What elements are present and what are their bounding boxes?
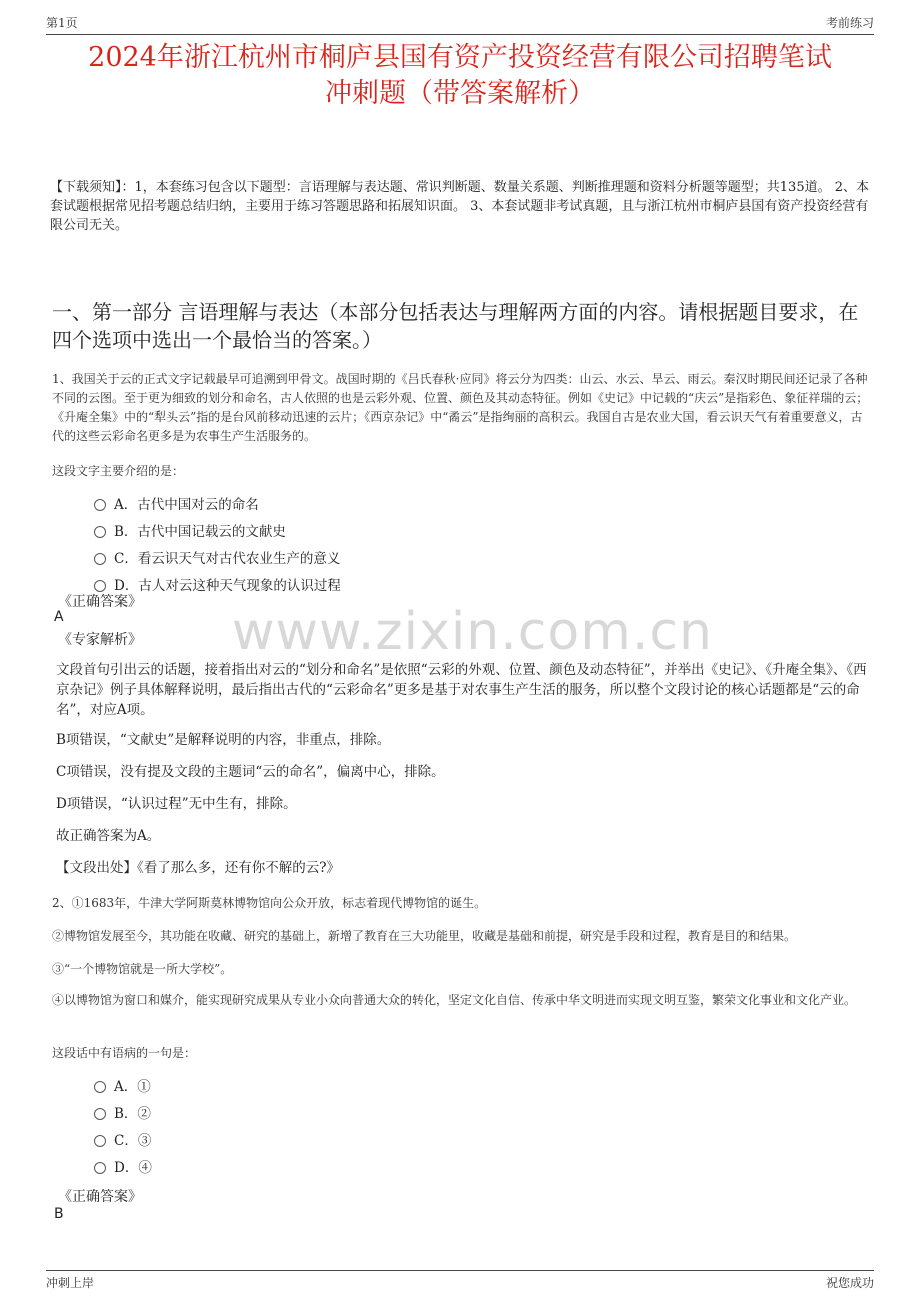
- page-header: [46, 12, 874, 35]
- q2-line-1: 2、①1683年，牛津大学阿斯莫林博物馆向公众开放，标志着现代博物馆的诞生。: [52, 896, 487, 910]
- q1-option-c[interactable]: [94, 549, 340, 569]
- q1-answer-label: 《正确答案》: [58, 594, 142, 610]
- q1-option-a[interactable]: [94, 495, 259, 515]
- q1-answer: A: [54, 609, 64, 625]
- q2-line-3: ③“一个博物馆就是一所大学校”。: [52, 962, 233, 976]
- title-line-2: 冲刺题（带答案解析）: [325, 78, 595, 109]
- radio-icon[interactable]: [94, 1135, 106, 1147]
- option-label: C．③: [114, 1133, 152, 1149]
- q2-stem: 这段话中有语病的一句是：: [52, 1046, 197, 1060]
- q1-source: 【文段出处】《看了那么多，还有你不解的云?》: [56, 860, 340, 876]
- document-title: [40, 40, 880, 112]
- option-label: B．古代中国记载云的文献史: [114, 524, 286, 540]
- q2-answer: B: [54, 1206, 64, 1222]
- radio-icon[interactable]: [94, 1081, 106, 1093]
- footer-left: 冲刺上岸: [46, 1276, 95, 1290]
- q2-option-a[interactable]: [94, 1077, 151, 1097]
- q1-conclusion: 故正确答案为A。: [56, 828, 161, 844]
- q1-passage: 1、我国关于云的正式文字记载最早可追溯到甲骨文。战国时期的《吕氏春秋·应同》将云分为四类：山云、水云、旱云、雨云。秦汉时期民间还记录了各种不同的云图。至于更为细致的划分和命名，古人依照的也是云彩外观、位置、颜色及其动态特征。例如《史记》中记载的“庆云”是指彩色、象征祥瑞的云；《升庵全集》中的“犁头云”指的是台风前移动迅速的云片；《西京杂记》中“矞云”是指绚丽的高积云。我国自古是农业大国，看云识天气有着重要意义，古代的这些云彩命名更多是为农事生产生活服务的。: [52, 372, 869, 443]
- page-number: 第1页: [46, 16, 78, 30]
- page-footer: [46, 1270, 874, 1293]
- option-label: A．①: [114, 1079, 151, 1095]
- q2-line-2: ②博物馆发展至今，其功能在收藏、研究的基础上，新增了教育在三大功能里，收藏是基础和前提，研究是手段和过程，教育是目的和结果。: [52, 929, 797, 943]
- title-line-1: 2024年浙江杭州市桐庐县国有资产投资经营有限公司招聘笔试: [88, 42, 832, 73]
- option-label: A．古代中国对云的命名: [114, 497, 259, 513]
- q1-analysis-c: C项错误，没有提及文段的主题词“云的命名”，偏离中心，排除。: [56, 764, 445, 780]
- radio-icon[interactable]: [94, 499, 106, 511]
- q1-stem: 这段文字主要介绍的是：: [52, 464, 185, 478]
- radio-icon[interactable]: [94, 553, 106, 565]
- q1-analysis-label: 《专家解析》: [58, 632, 142, 648]
- option-label: B．②: [114, 1106, 151, 1122]
- q1-analysis-main: 文段首句引出云的话题，接着指出对云的“划分和命名”是依照“云彩的外观、位置、颜色及动态特征”，并举出《史记》、《升庵全集》、《西京杂记》例子具体解释说明，最后指出古代的“云彩命名”更多是基于对农事生产生活的服务，所以整个文段讨论的核心话题都是“云的命名”，对应A项。: [56, 662, 867, 718]
- footer-right: 祝您成功: [825, 1276, 874, 1290]
- q2-answer-label: 《正确答案》: [58, 1189, 142, 1205]
- header-tag: 考前练习: [825, 16, 874, 30]
- q2-line-4: ④以博物馆为窗口和媒介，能实现研究成果从专业小众向普通大众的转化，坚定文化自信、传承中华文明进而实现文明互鉴，繁荣文化事业和文化产业。: [52, 993, 857, 1007]
- q1-option-b[interactable]: [94, 522, 286, 542]
- q1-analysis-d: D项错误，“认识过程”无中生有，排除。: [56, 796, 297, 812]
- download-notice: 【下载须知】：1，本套练习包含以下题型：言语理解与表达题、常识判断题、数量关系题、判断推理题和资料分析题等题型；共135道。 2、本套试题根据常见招考题总结归纳，主要用于练习答题思路和拓展知识面。 3、本套试题非考试真题，且与浙江杭州市桐庐县国有资产投资经营有限公司无关。: [50, 180, 869, 233]
- q2-option-c[interactable]: [94, 1131, 151, 1151]
- option-label: D．④: [114, 1160, 152, 1176]
- q2-option-b[interactable]: [94, 1104, 151, 1124]
- radio-icon[interactable]: [94, 526, 106, 538]
- section-heading: 一、第一部分 言语理解与表达（本部分包括表达与理解两方面的内容。请根据题目要求，在四个选项中选出一个最恰当的答案。）: [52, 300, 859, 352]
- q2-option-d[interactable]: [94, 1158, 152, 1178]
- radio-icon[interactable]: [94, 1162, 106, 1174]
- option-label: D．古人对云这种天气现象的认识过程: [114, 578, 341, 594]
- watermark: www.zixin.com.cn: [232, 602, 713, 662]
- option-label: C．看云识天气对古代农业生产的意义: [114, 551, 341, 567]
- q1-analysis-b: B项错误，“文献史”是解释说明的内容，非重点，排除。: [56, 732, 391, 748]
- radio-icon[interactable]: [94, 1108, 106, 1120]
